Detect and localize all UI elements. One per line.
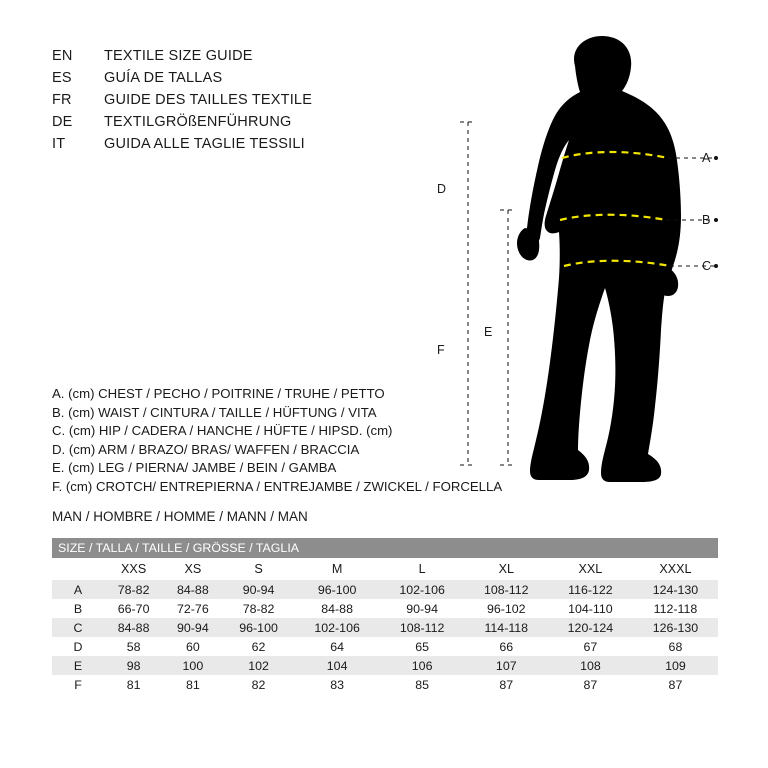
cell-e-xl: 107	[465, 656, 548, 675]
cell-b-xxs: 66-70	[104, 599, 163, 618]
table-row	[52, 599, 718, 618]
cell-f-s: 82	[223, 675, 295, 694]
cell-b-xxxl: 112-118	[633, 599, 718, 618]
cell-f-m: 83	[295, 675, 380, 694]
legend-item-c: C. (cm) HIP / CADERA / HANCHE / HÜFTE / HIPSD. (cm)	[52, 423, 393, 439]
cell-c-xxl: 120-124	[548, 618, 633, 637]
language-code-it: IT	[52, 136, 66, 152]
language-title-block	[52, 48, 472, 158]
cell-b-xxl: 104-110	[548, 599, 633, 618]
cell-e-xs: 100	[163, 656, 222, 675]
legend-block	[52, 385, 522, 497]
row-label-e: E	[52, 656, 104, 675]
cell-c-s: 96-100	[223, 618, 295, 637]
cell-d-xxxl: 68	[633, 637, 718, 656]
table-row	[52, 637, 718, 656]
language-row-es	[52, 70, 472, 92]
row-label-f: F	[52, 675, 104, 694]
cell-c-m: 102-106	[295, 618, 380, 637]
cell-b-xl: 96-102	[465, 599, 548, 618]
label-b: B	[702, 213, 711, 227]
label-f: F	[437, 343, 445, 357]
cell-b-l: 90-94	[380, 599, 465, 618]
cell-e-m: 104	[295, 656, 380, 675]
cell-f-xl: 87	[465, 675, 548, 694]
size-table-wrapper	[52, 538, 718, 694]
table-row	[52, 618, 718, 637]
cell-e-l: 106	[380, 656, 465, 675]
language-code-es: ES	[52, 70, 72, 86]
legend-item-a: A. (cm) CHEST / PECHO / POITRINE / TRUHE / PETTO	[52, 386, 385, 401]
table-title-row	[52, 538, 718, 558]
language-text-fr: GUIDE DES TAILLES TEXTILE	[104, 92, 313, 108]
header-m: M	[295, 558, 380, 580]
cell-c-l: 108-112	[380, 618, 465, 637]
table-header-row	[52, 558, 718, 580]
cell-e-s: 102	[223, 656, 295, 675]
cell-e-xxs: 98	[104, 656, 163, 675]
header-xxl: XXL	[548, 558, 633, 580]
cell-a-xl: 108-112	[465, 580, 548, 599]
cell-f-xs: 81	[163, 675, 222, 694]
header-xxs: XXS	[104, 558, 163, 580]
cell-a-xxs: 78-82	[104, 580, 163, 599]
row-label-c: C	[52, 618, 104, 637]
legend-item-b: B. (cm) WAIST / CINTURA / TAILLE / HÜFTUNG / VITA	[52, 404, 377, 420]
language-row-de	[52, 114, 472, 136]
cell-a-xxl: 116-122	[548, 580, 633, 599]
table-title: SIZE / TALLA / TAILLE / GRÖSSE / TAGLIA	[52, 538, 718, 558]
label-a: A	[702, 151, 711, 165]
row-label-a: A	[52, 580, 104, 599]
header-xs: XS	[163, 558, 222, 580]
language-code-en: EN	[52, 48, 73, 64]
cell-b-s: 78-82	[223, 599, 295, 618]
cell-f-xxl: 87	[548, 675, 633, 694]
cell-e-xxl: 108	[548, 656, 633, 675]
cell-f-xxxl: 87	[633, 675, 718, 694]
language-row-en	[52, 48, 472, 70]
table-row	[52, 580, 718, 599]
cell-e-xxxl: 109	[633, 656, 718, 675]
legend-item-d: D. (cm) ARM / BRAZO/ BRAS/ WAFFEN / BRACCIA	[52, 441, 360, 457]
language-text-en: TEXTILE SIZE GUIDE	[104, 48, 253, 64]
header-l: L	[380, 558, 465, 580]
cell-c-xxs: 84-88	[104, 618, 163, 637]
cell-c-xxxl: 126-130	[633, 618, 718, 637]
language-text-es: GUÍA DE TALLAS	[104, 70, 223, 86]
cell-a-xs: 84-88	[163, 580, 222, 599]
table-row	[52, 656, 718, 675]
label-d: D	[437, 182, 447, 196]
legend-item-f: F. (cm) CROTCH/ ENTREPIERNA / ENTREJAMBE / ZWICKEL / FORCELLA	[52, 478, 503, 494]
cell-a-xxxl: 124-130	[633, 580, 718, 599]
cell-f-l: 85	[380, 675, 465, 694]
cell-d-xxl: 67	[548, 637, 633, 656]
header-xl: XL	[465, 558, 548, 580]
row-label-d: D	[52, 637, 104, 656]
cell-f-xxs: 81	[104, 675, 163, 694]
header-s: S	[223, 558, 295, 580]
cell-d-m: 64	[295, 637, 380, 656]
header-corner	[52, 558, 104, 580]
cell-d-l: 65	[380, 637, 465, 656]
cell-d-xs: 60	[163, 637, 222, 656]
header-xxxl: XXXL	[633, 558, 718, 580]
cell-c-xs: 90-94	[163, 618, 222, 637]
cell-a-s: 90-94	[223, 580, 295, 599]
legend-item-e: E. (cm) LEG / PIERNA/ JAMBE / BEIN / GAMBA	[52, 460, 337, 476]
language-text-it: GUIDA ALLE TAGLIE TESSILI	[104, 136, 305, 152]
table-row	[52, 675, 718, 694]
label-c: C	[702, 259, 712, 273]
cell-c-xl: 114-118	[465, 618, 548, 637]
cell-a-l: 102-106	[380, 580, 465, 599]
label-e: E	[484, 325, 493, 339]
language-row-it	[52, 136, 472, 158]
cell-b-m: 84-88	[295, 599, 380, 618]
size-table	[52, 538, 718, 694]
row-label-b: B	[52, 599, 104, 618]
cell-d-s: 62	[223, 637, 295, 656]
language-code-de: DE	[52, 114, 73, 130]
language-code-fr: FR	[52, 92, 72, 108]
language-text-de: TEXTILGRÖßENFÜHRUNG	[104, 114, 292, 130]
language-row-fr	[52, 92, 472, 114]
gender-label: MAN / HOMBRE / HOMME / MANN / MAN	[52, 509, 308, 524]
cell-d-xl: 66	[465, 637, 548, 656]
cell-d-xxs: 58	[104, 637, 163, 656]
cell-b-xs: 72-76	[163, 599, 222, 618]
cell-a-m: 96-100	[295, 580, 380, 599]
